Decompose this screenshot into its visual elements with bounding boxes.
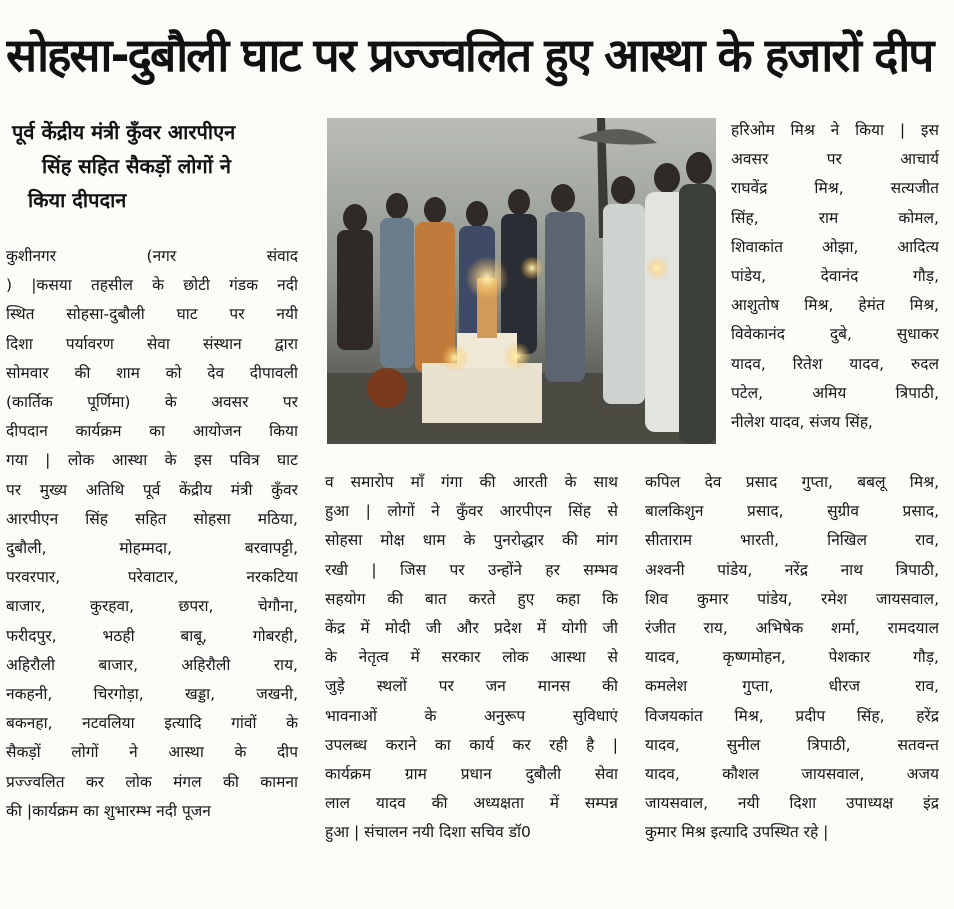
text-line: गया | लोक आस्था के इस पवित्र घाट bbox=[6, 451, 298, 470]
article-column-3-top bbox=[731, 116, 939, 437]
text-line: सोमवार की शाम को देव दीपावली bbox=[6, 363, 298, 382]
article-column-1 bbox=[6, 242, 298, 826]
text-line: आरपीएन सिंह सहित सोहसा मठिया, bbox=[6, 509, 298, 528]
text-line: कुमार मिश्र इत्यादि उपस्थित रहे | bbox=[645, 823, 829, 842]
text-line: पर मुख्य अतिथि पूर्व केंद्रीय मंत्री कुँवर bbox=[6, 480, 298, 499]
text-line: भावनाओं के अनुरूप सुविधाएं bbox=[325, 706, 618, 725]
text-line: नकहनी, चिरगोड़ा, खड्डा, जखनी, bbox=[6, 685, 298, 704]
text-line: विजयकांत मिश्र, प्रदीप सिंह, हरेंद्र bbox=[645, 706, 939, 725]
text-line: शिवाकांत ओझा, आदित्य bbox=[731, 237, 939, 256]
text-line: बाजार, कुरहवा, छपरा, चेगौना, bbox=[6, 597, 298, 616]
text-line: लाल यादव की अध्यक्षता में सम्पन्न bbox=[325, 794, 618, 813]
text-line: कुशीनगर (नगर संवाद bbox=[6, 247, 298, 265]
text-line: जायसवाल, नयी दिशा उपाध्यक्ष इंद्र bbox=[645, 794, 939, 813]
text-line: परवरपार, परेवाटार, नरकटिया bbox=[6, 568, 298, 587]
text-line: पांडेय, देवानंद गौड़, bbox=[731, 267, 939, 286]
text-line: स्थित सोहसा-दुबौली घाट पर नयी bbox=[6, 305, 298, 324]
text-line: बालकिशुन प्रसाद, सुग्रीव प्रसाद, bbox=[645, 502, 939, 521]
text-line: सैकड़ों लोगों ने आस्था के दीप bbox=[6, 743, 298, 762]
text-line: कार्यक्रम ग्राम प्रधान दुबौली सेवा bbox=[325, 765, 618, 784]
text-line: उपलब्ध कराने का कार्य कर रही है | bbox=[325, 735, 618, 754]
text-line: अहिरौली बाजार, अहिरौली राय, bbox=[6, 655, 298, 674]
news-photo bbox=[327, 118, 716, 444]
text-line: यादव, कौशल जायसवाल, अजय bbox=[645, 765, 939, 784]
text-line: अश्वनी पांडेय, नरेंद्र नाथ त्रिपाठी, bbox=[645, 560, 939, 579]
text-line: हुआ | संचालन नयी दिशा सचिव डॉ0 bbox=[325, 823, 531, 842]
text-line: बकनहा, नटवलिया इत्यादि गांवों के bbox=[6, 714, 298, 733]
text-line: शिव कुमार पांडेय, रमेश जायसवाल, bbox=[645, 589, 939, 608]
text-line: सोहसा मोक्ष धाम के पुनरोद्धार की मांग bbox=[325, 531, 618, 550]
text-line: जुड़े स्थलों पर जन मानस की bbox=[325, 677, 618, 696]
text-line: के नेतृत्व में सरकार लोक आस्था से bbox=[325, 648, 618, 667]
article-column-2 bbox=[325, 468, 618, 848]
headline: सोहसा-दुबौली घाट पर प्रज्ज्वलित हुए आस्था के हजारों दीप bbox=[6, 28, 933, 82]
text-line: यादव, रितेश यादव, रुदल bbox=[731, 354, 939, 373]
text-line: दुबौली, मोहम्मदा, बरवापट्टी, bbox=[6, 539, 298, 558]
text-line: (कार्तिक पूर्णिमा) के अवसर पर bbox=[6, 393, 298, 412]
text-line: नीलेश यादव, संजय सिंह, bbox=[731, 413, 873, 432]
text-line: प्रज्ज्वलित कर लोक मंगल की कामना bbox=[6, 772, 298, 791]
text-line: की |कार्यक्रम का शुभारम्भ नदी पूजन bbox=[6, 801, 211, 820]
subheadline-line: पूर्व केंद्रीय मंत्री कुँवर आरपीएन bbox=[12, 120, 236, 144]
text-line: दीपदान कार्यक्रम का आयोजन किया bbox=[6, 422, 298, 441]
text-line: राघवेंद्र मिश्र, सत्यजीत bbox=[731, 179, 939, 198]
text-line: कपिल देव प्रसाद गुप्ता, बबलू मिश्र, bbox=[645, 473, 939, 491]
text-line: रखी | जिस पर उन्होंने हर सम्भव bbox=[325, 560, 618, 579]
text-line: आशुतोष मिश्र, हेमंत मिश्र, bbox=[731, 296, 939, 315]
text-line: सीताराम भारती, निखिल राव, bbox=[645, 531, 939, 550]
subheadline-line: किया दीपदान bbox=[28, 188, 127, 212]
text-line: फरीदपुर, भठही बाबू, गोबरही, bbox=[6, 626, 298, 645]
text-line: केंद्र में मोदी जी और प्रदेश में योगी जी bbox=[325, 619, 618, 638]
text-line: सिंह, राम कोमल, bbox=[731, 208, 939, 227]
text-line: अवसर पर आचार्य bbox=[731, 150, 939, 169]
photo-illustration bbox=[327, 118, 716, 444]
text-line: यादव, सुनील त्रिपाठी, सतवन्त bbox=[645, 735, 939, 754]
text-line: कमलेश गुप्ता, धीरज राव, bbox=[645, 677, 939, 696]
text-line: दिशा पर्यावरण सेवा संस्थान द्वारा bbox=[6, 334, 298, 353]
text-line: यादव, कृष्णमोहन, पेशकार गौड़, bbox=[645, 648, 939, 667]
subheadline-line: सिंह सहित सैकड़ों लोगों ने bbox=[42, 154, 231, 178]
text-line: ) |कसया तहसील के छोटी गंडक नदी bbox=[6, 276, 298, 295]
text-line: सहयोग की बात करते हुए कहा कि bbox=[325, 589, 618, 608]
text-line: विवेकानंद दुबे, सुधाकर bbox=[731, 325, 939, 344]
text-line: पटेल, अमिय त्रिपाठी, bbox=[731, 383, 939, 402]
text-line: हरिओम मिश्र ने किया | इस bbox=[731, 121, 939, 139]
text-line: रंजीत राय, अभिषेक शर्मा, रामदयाल bbox=[645, 619, 939, 638]
text-line: व समारोप माँ गंगा की आरती के साथ bbox=[325, 473, 618, 491]
article-column-3-bottom bbox=[645, 468, 939, 848]
subheadline bbox=[12, 115, 302, 217]
text-line: हुआ | लोगों ने कुँवर आरपीएन सिंह से bbox=[325, 502, 618, 521]
